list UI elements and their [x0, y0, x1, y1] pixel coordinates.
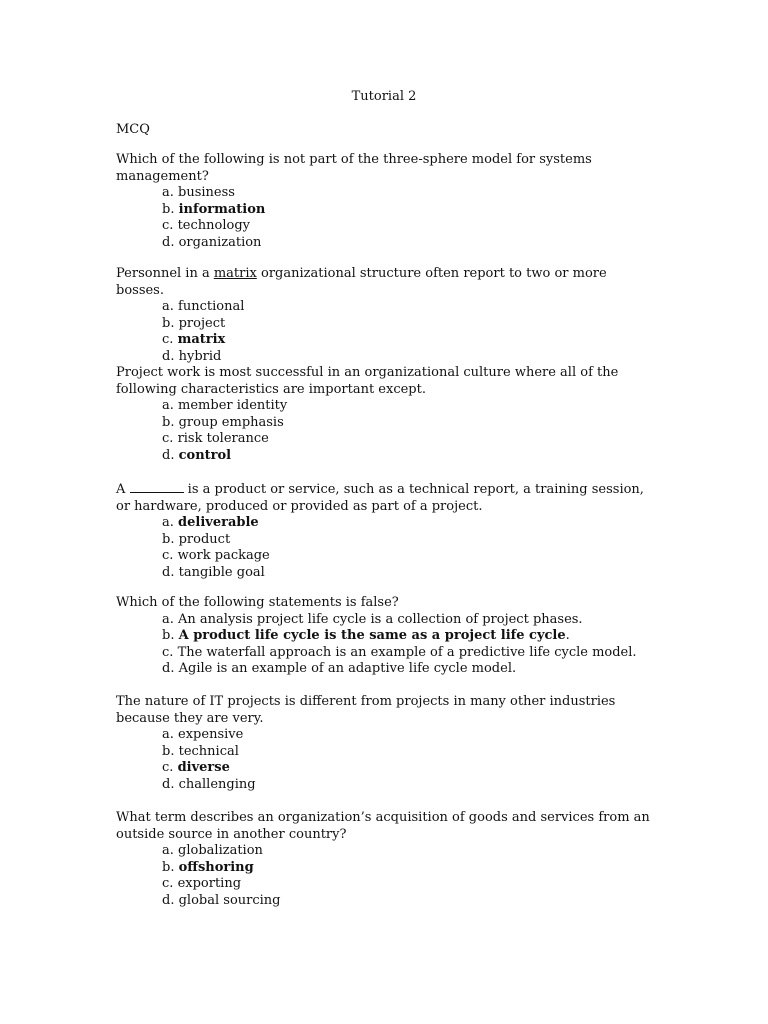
correct-answer: deliverable — [178, 515, 259, 531]
option-letter: b. — [162, 201, 175, 217]
option-letter: d. — [162, 348, 175, 364]
option-d — [162, 565, 656, 582]
option-letter: b. — [162, 628, 175, 644]
option-letter: c. — [162, 332, 174, 348]
question-7 — [116, 810, 656, 910]
option-c — [162, 645, 676, 662]
option-b — [162, 532, 656, 549]
option-d — [162, 448, 656, 465]
option-letter: a. — [162, 398, 174, 414]
option-text: challenging — [178, 776, 256, 792]
option-letter: d. — [162, 892, 175, 908]
option-text: The waterfall approach is an example of a predictive life cycle model. — [177, 644, 637, 660]
option-d — [162, 235, 656, 252]
question-4 — [116, 481, 656, 582]
option-letter: c. — [162, 548, 174, 564]
option-c — [162, 876, 656, 893]
question-text — [116, 481, 656, 515]
options-list — [116, 299, 656, 365]
question-text: Which of the following is not part of the three-sphere model for systems management? — [116, 152, 592, 184]
option-b — [162, 860, 656, 877]
option-text: global sourcing — [178, 892, 281, 908]
section-label: MCQ — [116, 122, 150, 137]
option-c — [162, 431, 656, 448]
option-letter: d. — [162, 661, 175, 677]
question-text-part: Personnel in a — [116, 266, 214, 281]
question-3 — [116, 365, 656, 465]
option-text: expensive — [178, 727, 244, 743]
option-b — [162, 316, 656, 333]
option-letter: b. — [162, 414, 175, 430]
question-text — [116, 266, 656, 299]
option-d — [162, 349, 656, 366]
question-text: What term describes an organization’s acquisition of goods and services from an outside source in another country? — [116, 810, 650, 842]
correct-answer: diverse — [177, 760, 230, 776]
option-text: exporting — [177, 876, 242, 892]
question-text-part: is a product or service, such as a technical report, a training session, or hardware, produced or provided as part of a project. — [116, 482, 644, 514]
option-text: business — [178, 185, 235, 201]
option-letter: c. — [162, 760, 174, 776]
option-letter: c. — [162, 644, 174, 660]
option-a — [162, 727, 656, 744]
options-list — [116, 612, 676, 678]
option-letter: b. — [162, 859, 175, 875]
option-text: member identity — [178, 398, 288, 414]
option-text: tangible goal — [178, 564, 265, 580]
option-text: Agile is an example of an adaptive life cycle model. — [178, 661, 517, 677]
option-d — [162, 777, 656, 794]
option-d — [162, 893, 656, 910]
option-text: technical — [178, 743, 239, 759]
option-a — [162, 515, 656, 532]
option-letter: a. — [162, 299, 174, 315]
option-letter: c. — [162, 431, 174, 447]
question-5 — [116, 595, 676, 678]
option-text: technology — [177, 218, 250, 234]
option-letter: c. — [162, 876, 174, 892]
option-c — [162, 760, 656, 777]
option-a — [162, 299, 656, 316]
question-2 — [116, 266, 656, 366]
correct-answer: A product life cycle is the same as a project life cycle — [178, 628, 566, 644]
option-letter: d. — [162, 564, 175, 580]
option-letter: a. — [162, 727, 174, 743]
answer-blank — [130, 481, 184, 493]
question-text: Project work is most successful in an organizational culture where all of the following characteristics are important except. — [116, 365, 619, 397]
option-a — [162, 843, 656, 860]
option-text: project — [178, 315, 226, 331]
option-text: globalization — [178, 843, 263, 859]
option-text: hybrid — [178, 348, 222, 364]
question-6 — [116, 694, 656, 794]
question-text: Which of the following statements is false? — [116, 595, 399, 610]
options-list — [116, 843, 656, 909]
option-b — [162, 415, 656, 432]
option-text: group emphasis — [178, 414, 284, 430]
underlined-term: matrix — [213, 266, 257, 281]
option-c — [162, 218, 656, 235]
option-letter: a. — [162, 611, 174, 627]
option-letter: d. — [162, 776, 175, 792]
option-a — [162, 612, 676, 629]
correct-answer: control — [178, 447, 232, 463]
option-a — [162, 398, 656, 415]
option-c — [162, 548, 656, 565]
option-letter: c. — [162, 218, 174, 234]
options-list — [116, 185, 656, 251]
document-title: Tutorial 2 — [351, 89, 417, 104]
option-text: product — [178, 531, 231, 547]
option-letter: b. — [162, 743, 175, 759]
option-letter: a. — [162, 515, 174, 531]
option-letter: d. — [162, 234, 175, 250]
option-text: organization — [178, 234, 262, 250]
option-b — [162, 628, 676, 645]
option-letter: a. — [162, 843, 174, 859]
option-b — [162, 744, 656, 761]
options-list — [116, 398, 656, 464]
question-text: The nature of IT projects is different from projects in many other industries because they are very. — [116, 694, 616, 726]
option-a — [162, 185, 656, 202]
options-list — [116, 515, 656, 581]
option-text: risk tolerance — [177, 431, 269, 447]
options-list — [116, 727, 656, 793]
option-c — [162, 332, 656, 349]
option-text: work package — [177, 548, 270, 564]
option-letter: d. — [162, 447, 175, 463]
question-text-part: organizational structure often report to two or more bosses. — [116, 266, 607, 298]
option-letter: a. — [162, 185, 174, 201]
option-d — [162, 661, 676, 678]
option-letter: b. — [162, 315, 175, 331]
correct-answer: offshoring — [178, 859, 254, 875]
question-text-part: A — [116, 482, 130, 497]
option-b — [162, 202, 656, 219]
option-suffix: . — [565, 628, 570, 644]
correct-answer: information — [178, 201, 266, 217]
option-text: functional — [178, 299, 245, 315]
correct-answer: matrix — [177, 332, 226, 348]
question-1 — [116, 152, 656, 252]
option-letter: b. — [162, 531, 175, 547]
option-text: An analysis project life cycle is a collection of project phases. — [178, 611, 583, 627]
